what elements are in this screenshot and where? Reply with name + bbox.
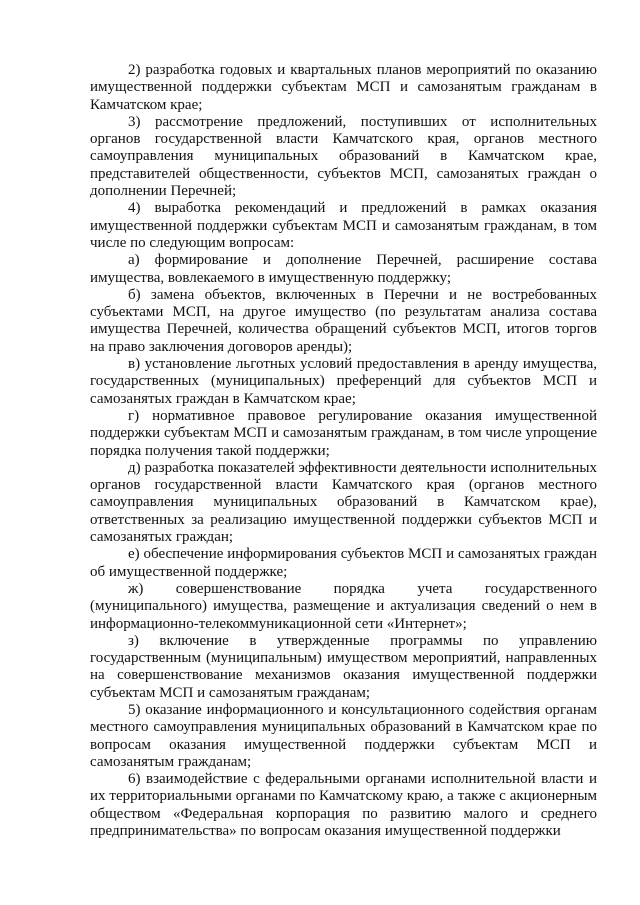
paragraph-subitem-z: з) включение в утвержденные программы по управлению государственным (муниципальным) имуществом мероприятий, направленных на совершенствование механизмов оказания имущественной поддержки субъектам МСП и самозанятым гражданам; — [90, 632, 597, 701]
paragraph-subitem-g: г) нормативное правовое регулирование оказания имущественной поддержки субъектам МСП и самозанятым гражданам, в том числе упрощение порядка получения такой поддержки; — [90, 407, 597, 459]
document-page — [90, 62, 597, 840]
paragraph-item-3: 3) рассмотрение предложений, поступивших от исполнительных органов государственной власти Камчатского края, органов местного самоуправления муниципальных образований в Камчатском крае, представителей общественности, субъектов МСП, самозанятых граждан о дополнении Перечней; — [90, 113, 597, 200]
paragraph-item-2: 2) разработка годовых и квартальных планов мероприятий по оказанию имущественной поддержки субъектам МСП и самозанятым гражданам в Камчатском крае; — [90, 62, 597, 113]
paragraph-item-6: 6) взаимодействие с федеральными органами исполнительной власти и их территориальными органами по Камчатскому краю, а также с акционерным обществом «Федеральная корпорация по развитию малого и среднего предпринимательства» по вопросам оказания имущественной поддержки — [90, 771, 597, 840]
paragraph-item-4: 4) выработка рекомендаций и предложений в рамках оказания имущественной поддержки субъектам МСП и самозанятым гражданам, в том числе по следующим вопросам: — [90, 200, 597, 251]
paragraph-subitem-b: б) замена объектов, включенных в Перечни и не востребованных субъектами МСП, на другое имущество (по результатам анализа состава имущества Перечней, количества обращений субъектов МСП, итогов торгов на право заключения договоров аренды); — [90, 286, 597, 355]
paragraph-subitem-a: а) формирование и дополнение Перечней, расширение состава имущества, вовлекаемого в имущественную поддержку; — [90, 252, 597, 286]
paragraph-subitem-v: в) установление льготных условий предоставления в аренду имущества, государственных (муниципальных) преференций для субъектов МСП и самозанятых граждан в Камчатском крае; — [90, 356, 597, 407]
paragraph-subitem-d: д) разработка показателей эффективности деятельности исполнительных органов государственной власти Камчатского края (органов местного самоуправления муниципальных образований в Камчатском крае), ответственных за реализацию имущественной поддержки субъектов МСП и самозанятых граждан; — [90, 459, 597, 546]
paragraph-item-5: 5) оказание информационного и консультационного содействия органам местного самоуправления муниципальных образований в Камчатском крае по вопросам оказания имущественной поддержки субъектам МСП и самозанятым гражданам; — [90, 701, 597, 770]
paragraph-subitem-zh: ж) совершенствование порядка учета государственного (муниципального) имущества, размещение и актуализация сведений о нем в информационно-телекоммуникационной сети «Интернет»; — [90, 580, 597, 632]
paragraph-subitem-e: е) обеспечение информирования субъектов МСП и самозанятых граждан об имущественной поддержке; — [90, 546, 597, 580]
